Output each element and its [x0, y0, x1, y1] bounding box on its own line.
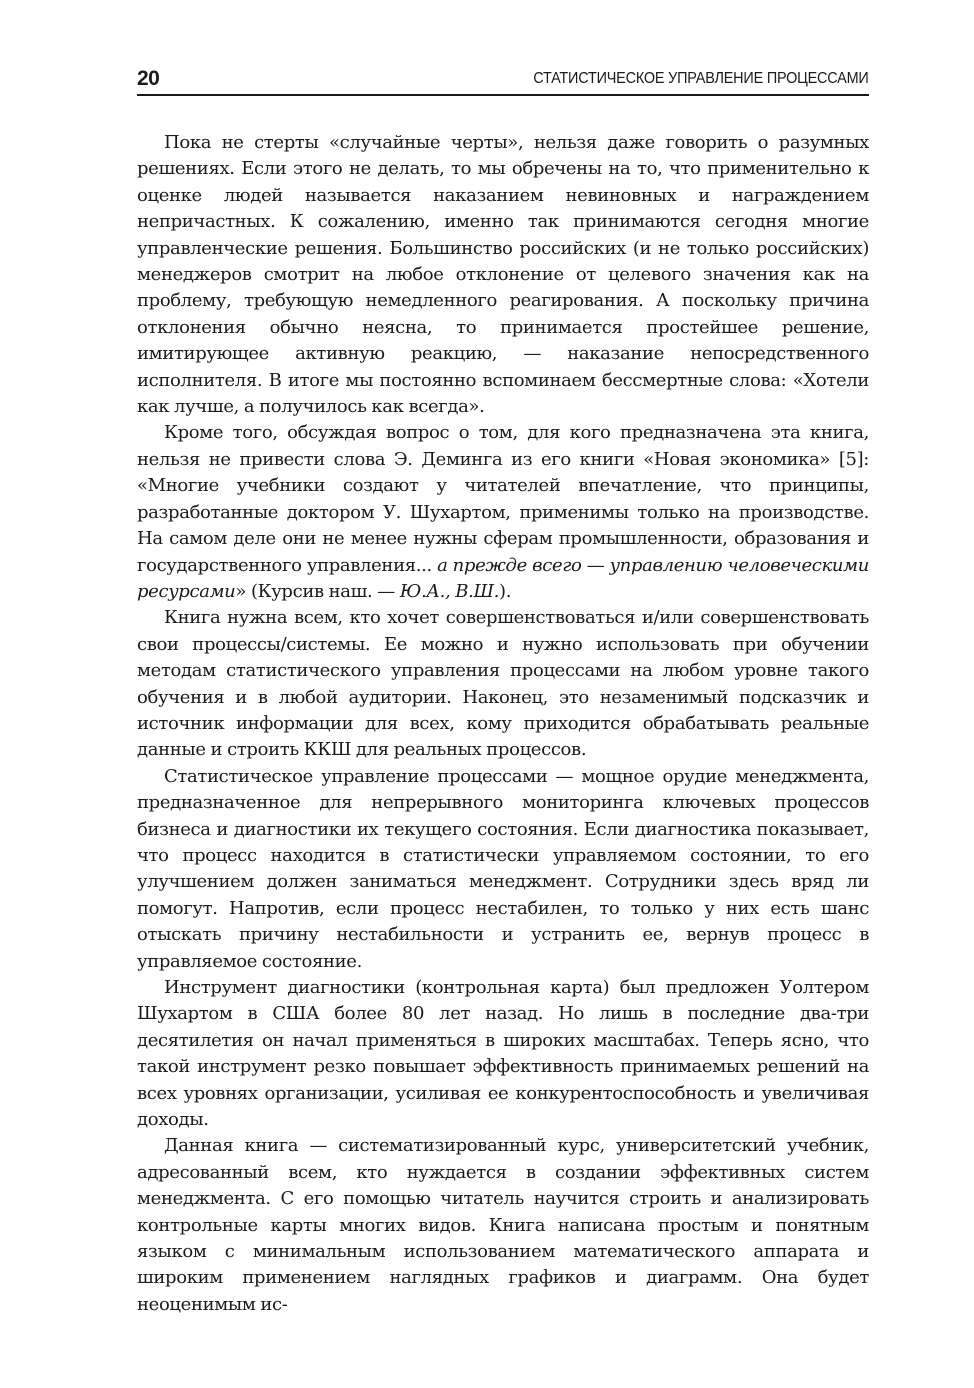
paragraph-2-text-after: ).	[499, 580, 512, 602]
paragraph-2-italic-authors: Ю.А., В.Ш.	[399, 580, 500, 602]
paragraph-3: Книга нужна всем, кто хочет совершенствоваться и/или совершенствовать свои процессы/системы. Ее можно и нужно использовать при обучении методам статистического управления процессами на любом уровне такого обучения и в любой аудитории. Наконец, это незаменимый подсказчик и источник информации для всех, кому приходится обрабатывать реальные данные и строить ККШ для реальных процессов.	[137, 607, 869, 761]
paragraph-2	[137, 420, 869, 605]
running-title: СТАТИСТИЧЕСКОЕ УПРАВЛЕНИЕ ПРОЦЕССАМИ	[533, 70, 869, 87]
paragraph-2-italic-quote: а прежде всего — управлению человеческими ресурсами	[137, 554, 869, 602]
paragraph-4: Статистическое управление процессами — мощное орудие менеджмента, предназначенное для непрерывного мониторинга ключевых процессов бизнеса и диагностики их текущего состояния. Если диагностика показывает, что процесс находится в статистически управляемом состоянии, то его улучшением должен заниматься менеджмент. Сотрудники здесь вряд ли помогут. Напротив, если процесс нестабилен, то только у них есть шанс отыскать причину нестабильности и устранить ее, вернув процесс в управляемое состояние.	[137, 765, 869, 972]
paragraph-1: Пока не стерты «случайные черты», нельзя даже говорить о разумных решениях. Если этого не делать, то мы обречены на то, что применительно к оценке людей называется наказанием невиновных и награждением непричастных. К сожалению, именно так принимаются сегодня многие управленческие решения. Большинство российских (и не только российских) менеджеров смотрит на любое отклонение от целевого значения как на проблему, требующую немедленного реагирования. А поскольку причина отклонения обычно неясна, то принимается простейшее решение, имитирующее активную реакцию, — наказание непосредственного исполнителя. В итоге мы постоянно вспоминаем бессмертные слова: «Хотели как лучше, а получилось как всегда».	[137, 132, 869, 418]
running-header	[137, 66, 869, 96]
paragraph-2-text-before: Кроме того, обсуждая вопрос о том, для кого предназначена эта книга, нельзя не привести слова Э. Деминга из его книги «Новая экономика» [5]: «Многие учебники создают у читателей впечатление, что принципы, разработанные доктором У. Шухартом, применимы только на производстве. На самом деле они не менее нужны сферам промышленности, образования и государственного управления...	[137, 422, 869, 576]
page-number: 20	[137, 67, 160, 90]
paragraph-6: Данная книга — систематизированный курс, университетский учебник, адресованный всем, кто нуждается в создании эффективных систем менеджмента. С его помощью читатель научится строить и анализировать контрольные карты многих видов. Книга написана простым и понятным языком с минимальным использованием математического аппарата и широким применением наглядных графиков и диаграмм. Она будет неоценимым ис-	[137, 1135, 869, 1315]
paragraph-2-text-middle: » (Курсив наш. —	[235, 580, 400, 602]
paragraph-5: Инструмент диагностики (контрольная карта) был предложен Уолтером Шухартом в США более 80 лет назад. Но лишь в последние два-три десятилетия он начал применяться в широких масштабах. Теперь ясно, что такой инструмент резко повышает эффективность принимаемых решений на всех уровнях организации, усиливая ее конкурентоспособность и увеличивая доходы.	[137, 977, 869, 1131]
body-text	[137, 130, 869, 1318]
